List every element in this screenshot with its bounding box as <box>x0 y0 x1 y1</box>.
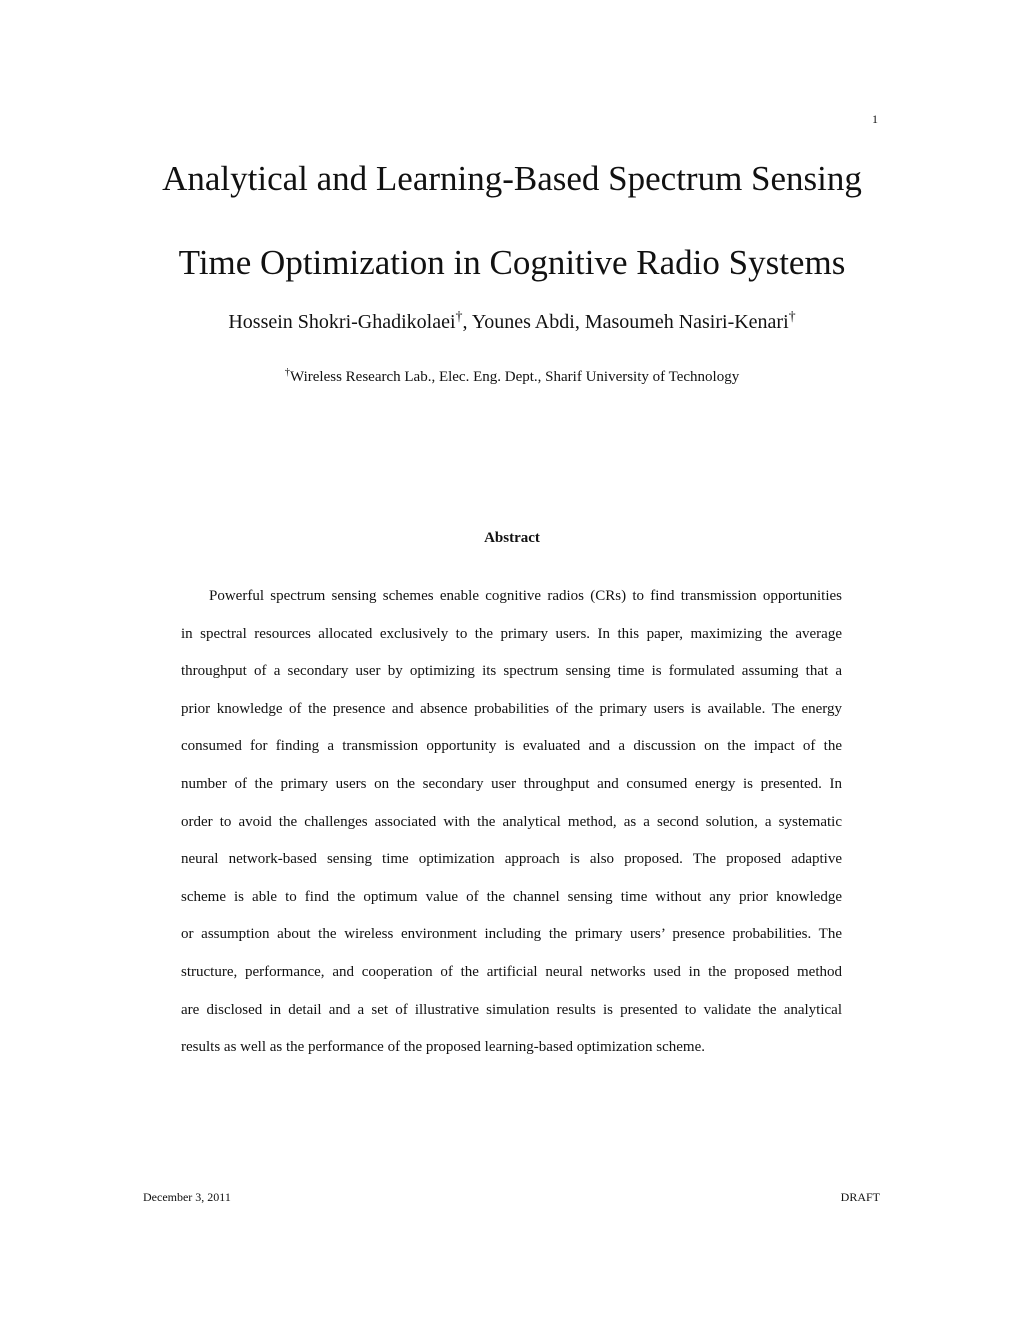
abstract-line: prior knowledge of the presence and absence probabilities of the primary users is available. The energy <box>181 700 842 717</box>
author-separator: , <box>574 311 585 333</box>
abstract-line: consumed for finding a transmission opportunity is evaluated and a discussion on the impact of the <box>181 738 842 755</box>
title-line: Analytical and Learning-Based Spectrum Sensing <box>162 159 862 198</box>
paper-title <box>0 137 1024 305</box>
affiliation-text: Wireless Research Lab., Elec. Eng. Dept., Sharif University of Technology <box>290 369 740 385</box>
affiliation-mark: † <box>788 309 796 325</box>
abstract-line: results as well as the performance of the proposed learning-based optimization scheme. <box>181 1039 705 1056</box>
author-name: Hossein Shokri-Ghadikolaei <box>228 311 456 333</box>
abstract-line: order to avoid the challenges associated with the analytical method, as a second solution, a systematic <box>181 813 842 830</box>
abstract-line: throughput of a secondary user by optimizing its spectrum sensing time is formulated assuming that a <box>181 663 842 680</box>
author-name: Masoumeh Nasiri-Kenari <box>584 311 789 333</box>
abstract-line: are disclosed in detail and a set of illustrative simulation results is presented to validate the analytical <box>181 1001 842 1018</box>
author-separator: , <box>462 311 472 333</box>
page-number: 1 <box>872 112 878 126</box>
abstract-line: structure, performance, and cooperation of the artificial neural networks used in the proposed method <box>181 963 842 980</box>
abstract-heading: Abstract <box>484 530 540 546</box>
footer-date: December 3, 2011 <box>143 1190 231 1204</box>
affiliation-mark: † <box>455 309 463 325</box>
affiliation-mark: † <box>284 367 291 378</box>
abstract-line: scheme is able to find the optimum value of the channel sensing time without any prior knowledge <box>181 888 842 905</box>
abstract-line: neural network-based sensing time optimization approach is also proposed. The proposed adaptive <box>181 851 842 868</box>
title-line: Time Optimization in Cognitive Radio Systems <box>178 243 846 282</box>
abstract-line: or assumption about the wireless environment including the primary users’ presence probabilities. The <box>181 926 842 943</box>
author-list <box>0 308 1024 336</box>
abstract-line: in spectral resources allocated exclusively to the primary users. In this paper, maximizing the average <box>181 625 842 642</box>
affiliation <box>0 364 1024 390</box>
abstract-line: number of the primary users on the secondary user throughput and consumed energy is presented. In <box>181 775 842 792</box>
footer-draft-label: DRAFT <box>840 1190 880 1204</box>
author-name: Younes Abdi <box>471 311 575 333</box>
abstract-body <box>181 578 842 1067</box>
abstract-line: Powerful spectrum sensing schemes enable cognitive radios (CRs) to find transmission opportunities <box>209 588 842 604</box>
